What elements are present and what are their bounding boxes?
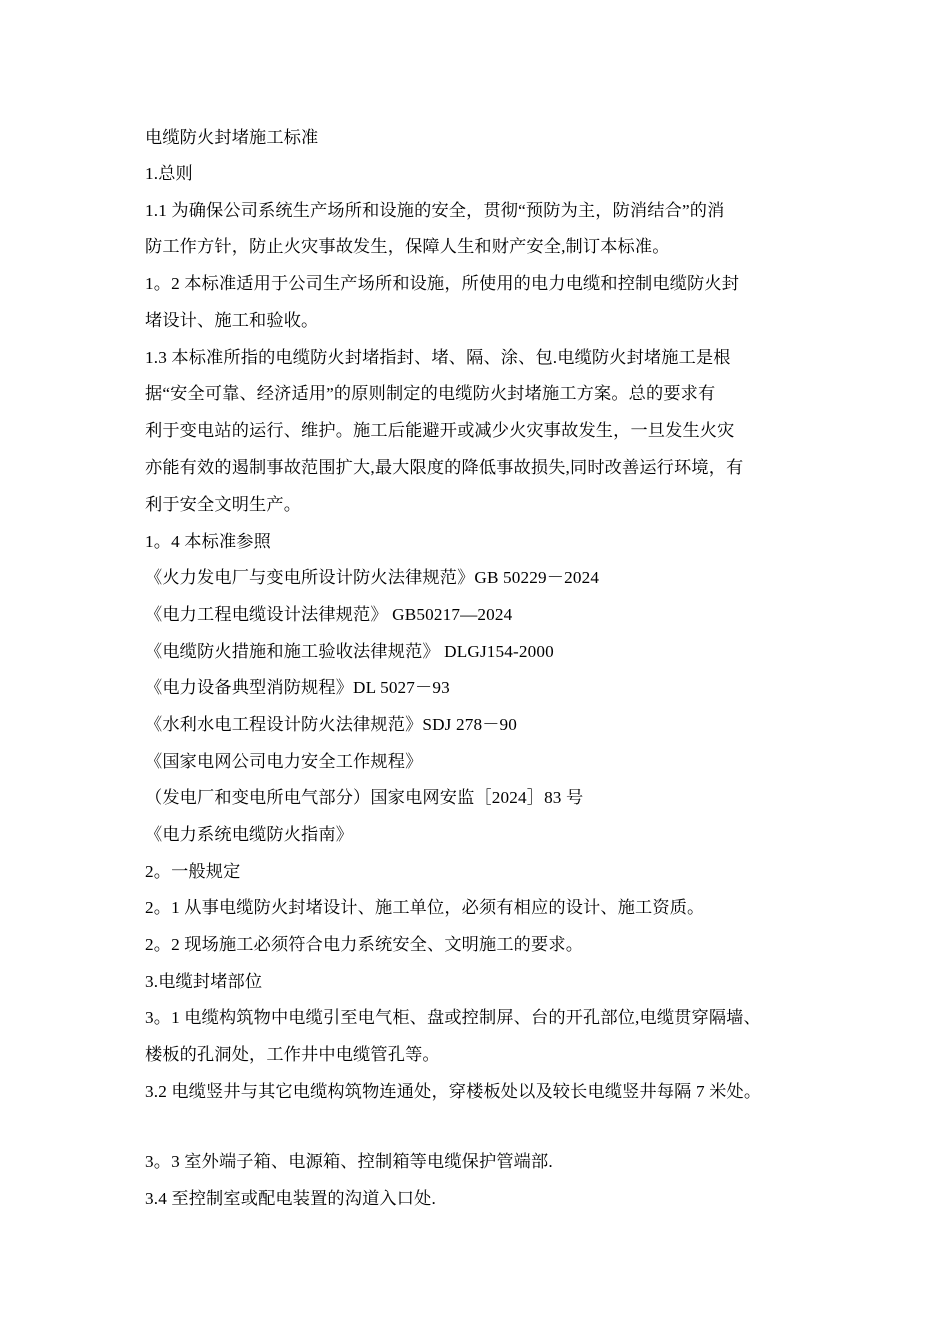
paragraph-line: 2。2 现场施工必须符合电力系统安全、文明施工的要求。 [145, 935, 584, 954]
paragraph-line: 利于变电站的运行、维护。施工后能避开或减少火灾事故发生，一旦发生火灾 [145, 421, 735, 440]
section-heading: 1。4 本标准参照 [145, 532, 271, 551]
reference-item: 《水利水电工程设计防火法律规范》SDJ 278－90 [145, 715, 518, 734]
paragraph-line: 堵设计、施工和验收。 [145, 311, 319, 330]
section-heading: 3.电缆封堵部位 [145, 972, 263, 991]
reference-item: 《国家电网公司电力安全工作规程》 [145, 752, 423, 771]
reference-item: 《电力设备典型消防规程》DL 5027－93 [145, 678, 450, 697]
reference-item: 《电力系统电缆防火指南》 [145, 825, 354, 844]
paragraph-line: 楼板的孔洞处，工作井中电缆管孔等。 [145, 1045, 440, 1064]
paragraph-line: 3。1 电缆构筑物中电缆引至电气柜、盘或控制屏、台的开孔部位,电缆贯穿隔墙、 [145, 1008, 761, 1027]
section-heading: 1.总则 [145, 164, 193, 183]
paragraph-line: 据“安全可靠、经济适用”的原则制定的电缆防火封堵施工方案。总的要求有 [145, 384, 716, 403]
document-title: 电缆防火封堵施工标准 [145, 128, 319, 147]
paragraph-line: 1.1 为确保公司系统生产场所和设施的安全，贯彻“预防为主，防消结合”的消 [145, 201, 725, 220]
paragraph-line: 利于安全文明生产。 [145, 495, 302, 514]
paragraph-line: 1。2 本标准适用于公司生产场所和设施，所使用的电力电缆和控制电缆防火封 [145, 274, 740, 293]
paragraph-line: 亦能有效的遏制事故范围扩大,最大限度的降低事故损失,同时改善运行环境，有 [145, 458, 744, 477]
reference-item: 《电力工程电缆设计法律规范》 GB50217—2024 [145, 605, 513, 624]
reference-item: 《电缆防火措施和施工验收法律规范》 DLGJ154-2000 [145, 642, 554, 661]
paragraph-line: 3.2 电缆竖井与其它电缆构筑物连通处，穿楼板处以及较长电缆竖井每隔 7 米处。 [145, 1082, 762, 1101]
paragraph-line: 3。3 室外端子箱、电源箱、控制箱等电缆保护管端部. [145, 1152, 553, 1171]
section-heading: 2。一般规定 [145, 862, 241, 881]
paragraph-line: 3.4 至控制室或配电装置的沟道入口处. [145, 1189, 436, 1208]
reference-item: 《火力发电厂与变电所设计防火法律规范》GB 50229－2024 [145, 568, 600, 587]
paragraph-line: 防工作方针，防止火灾事故发生，保障人生和财产安全,制订本标准。 [145, 237, 670, 256]
paragraph-line: 1.3 本标准所指的电缆防火封堵指封、堵、隔、涂、包.电缆防火封堵施工是根 [145, 348, 731, 367]
paragraph-line: 2。1 从事电缆防火封堵设计、施工单位，必须有相应的设计、施工资质。 [145, 898, 705, 917]
reference-item: （发电厂和变电所电气部分）国家电网安监［2024］83 号 [145, 788, 584, 807]
